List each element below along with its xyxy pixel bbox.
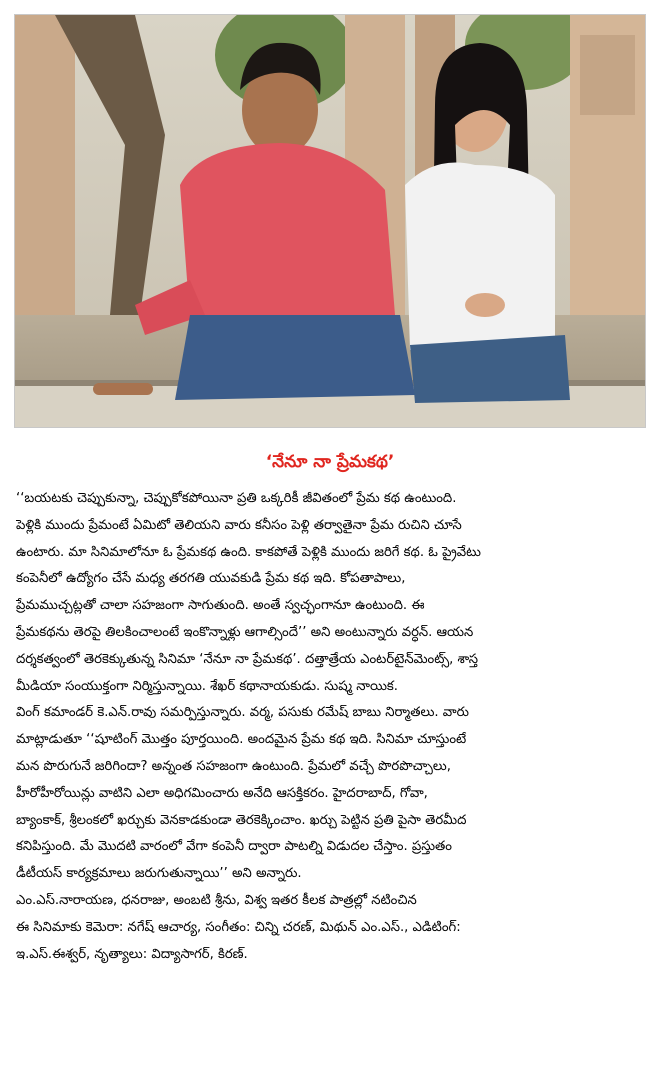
movie-still-frame bbox=[14, 14, 646, 428]
article-line: ఈ సినిమాకు కెమెరా: నగేష్ ఆచార్య, సంగీతం: చిన్ని చరణ్, మిథున్ ఎం.ఎస్., ఎడిటింగ్: bbox=[16, 919, 461, 935]
article-line: దర్శకత్వంలో తెరకెక్కుతున్న సినిమా ‘నేనూ నా ప్రేమకథ’. దత్తాత్రేయ ఎంటర్‌టైన్‌మెంట్స్, శాస్త bbox=[16, 651, 479, 667]
article-line: డీటీయస్ కార్యక్రమాలు జరుగుతున్నాయి’’ అని అన్నారు. bbox=[16, 866, 302, 882]
article-line: కనిపిస్తుంది. మే మొదటి వారంలో వేగా కంపెనీ ద్వారా పాటల్ని విడుదల చేస్తాం. ప్రస్తుతం bbox=[16, 839, 452, 855]
article-line: మీడియా సంయుక్తంగా నిర్మిస్తున్నాయి. శేఖర్ కథానాయకుడు. సుష్మ నాయిక. bbox=[16, 678, 398, 694]
article-line: ప్రేమముచ్చట్లతో చాలా సహజంగా సాగుతుంది. అంతే స్వచ్ఛంగానూ ఉంటుంది. ఈ bbox=[16, 598, 425, 614]
movie-still-photo bbox=[15, 15, 645, 427]
article-line: వింగ్ కమాండర్ కె.ఎన్.రావు సమర్పిస్తున్నారు. వర్మ, పసుకు రమేష్ బాబు నిర్మాతలు. వారు bbox=[16, 705, 469, 721]
article-headline: ‘నేనూ నా ప్రేమకథ’ bbox=[265, 452, 395, 472]
article-line: ప్రేమకథను తెరపై తిలకించాలంటే ఇంకొన్నాళ్లు ఆగాల్సిందే’’ అని అంటున్నారు వర్ధన్. ఆయన bbox=[16, 624, 474, 640]
article-line: మాట్లాడుతూ ‘‘షూటింగ్ మొత్తం పూర్తయింది. అందమైన ప్రేమ కథ ఇది. సినిమా చూస్తుంటే bbox=[16, 732, 467, 748]
article-line: పెళ్లికి ముందు ప్రేమంటే ఏమిటో తెలియని వారు కనీసం పెళ్లి తర్వాతైనా ప్రేమ రుచిని చూసే bbox=[16, 517, 462, 533]
article-line: బ్యాంకాక్, శ్రీలంకలో ఖర్చుకు వెనకాడకుండా తెరకెక్కించాం. ఖర్చు పెట్టిన ప్రతి పైసా తెరమీద bbox=[16, 812, 467, 828]
article-line: కంపెనీలో ఉద్యోగం చేసే మధ్య తరగతి యువకుడి ప్రేమ కథ ఇది. కోపతాపాలు, bbox=[16, 571, 406, 587]
article-body bbox=[16, 486, 646, 968]
article-line: మన పొరుగునే జరిగిందా? అన్నంత సహజంగా ఉంటుంది. ప్రేమలో వచ్చే పొరపొచ్చాలు, bbox=[16, 758, 451, 774]
article-line: ఇ.ఎస్.ఈశ్వర్, నృత్యాలు: విద్యాసాగర్, కిరణ్. bbox=[16, 946, 248, 962]
article-line: ఎం.ఎస్.నారాయణ, ధనరాజు, అంబటి శ్రీను, విశ్వ ఇతర కీలక పాత్రల్లో నటించిన bbox=[16, 892, 417, 908]
article-line: హీరోహీరోయిన్లు వాటిని ఎలా అధిగమించారు అనేది ఆసక్తికరం. హైదరాబాద్, గోవా, bbox=[16, 785, 428, 801]
article-line: ఉంటారు. మా సినిమాలోనూ ఓ ప్రేమకథ ఉంది. కాకపోతే పెళ్లికి ముందు జరిగే కథ. ఓ ప్రైవేటు bbox=[16, 544, 481, 560]
article-line: ‘‘బయటకు చెప్పుకున్నా, చెప్పుకోకపోయినా ప్రతి ఒక్కరికీ జీవితంలో ప్రేమ కథ ఉంటుంది. bbox=[16, 491, 457, 506]
